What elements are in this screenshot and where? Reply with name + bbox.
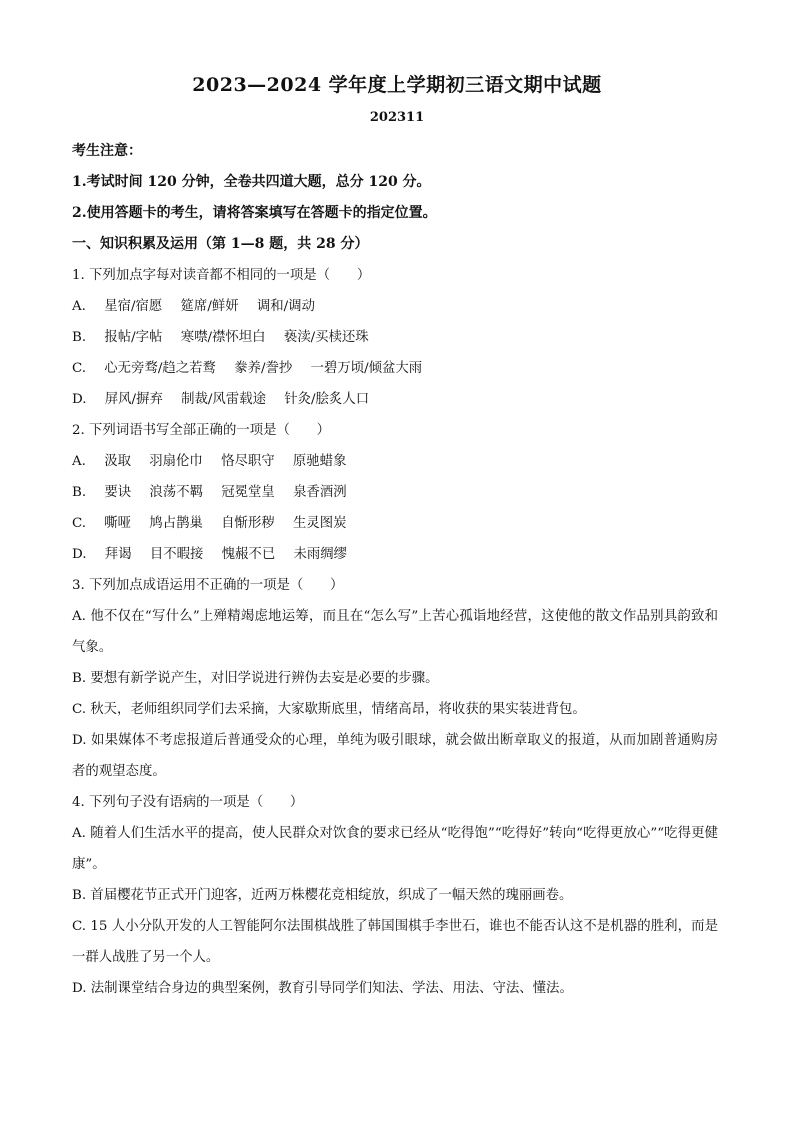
question-option: A. 随着人们生活水平的提高，使人民群众对饮食的要求已经从“吃得饱”“吃得好”转向“吃得更放心”“吃得更健康”。	[72, 826, 718, 872]
option-word: 嘶哑	[104, 516, 132, 531]
question-stem: 4. 下列句子没有语病的一项是（ ）	[72, 795, 304, 810]
option-word: 亵渎/买椟还珠	[283, 330, 369, 345]
question-option	[72, 384, 718, 415]
page-title: 2023—2024 学年度上学期初三语文期中试题	[192, 74, 602, 96]
option-word: 泉香酒洌	[293, 485, 347, 500]
option-label: B.	[72, 485, 87, 500]
option-word: 愧赧不已	[221, 547, 276, 562]
option-label: A.	[72, 299, 86, 314]
option-word: 拜谒	[104, 547, 132, 562]
notice-item: 2.使用答题卡的考生，请将答案填写在答题卡的指定位置。	[72, 205, 437, 221]
option-word: 一碧万顷/倾盆大雨	[310, 361, 423, 376]
option-word: 豢养/誊抄	[234, 361, 293, 376]
question-option	[72, 291, 718, 322]
option-word: 浪荡不羁	[149, 485, 203, 500]
question-option: D. 如果媒体不考虑报道后普通受众的心理，单纯为吸引眼球，就会做出断章取义的报道，从而加剧普通购房者的观望态度。	[72, 733, 718, 779]
option-word: 鸠占鹊巢	[149, 516, 203, 531]
option-word: 原驰蜡象	[292, 454, 347, 469]
question-stem: 2. 下列词语书写全部正确的一项是（ ）	[72, 423, 331, 438]
option-label: C.	[72, 516, 87, 531]
question-option	[72, 322, 718, 353]
question-option	[72, 539, 718, 570]
option-word: 羽扇伦巾	[149, 454, 203, 469]
option-word: 星宿/宿愿	[104, 299, 163, 314]
option-label: D.	[72, 547, 87, 562]
option-word: 未雨绸缪	[293, 547, 348, 562]
question-option: C. 秋天，老师组织同学们去采摘，大家歇斯底里，情绪高昂，将收获的果实装进背包。	[72, 702, 586, 717]
option-label: D.	[72, 392, 87, 407]
option-label: C.	[72, 361, 87, 376]
question-stem: 1. 下列加点字每对读音都不相同的一项是（ ）	[72, 268, 371, 283]
option-label: A.	[72, 454, 86, 469]
option-word: 生灵图炭	[293, 516, 347, 531]
question-stem: 3. 下列加点成语运用不正确的一项是（ ）	[72, 578, 344, 593]
question-option: B. 首届樱花节正式开门迎客，近两万株樱花竞相绽放，织成了一幅天然的瑰丽画卷。	[72, 888, 573, 903]
option-word: 报帖/字帖	[104, 330, 163, 345]
option-label: B.	[72, 330, 87, 345]
question-option	[72, 477, 718, 508]
option-word: 制裁/风雷载途	[181, 392, 266, 407]
option-word: 针灸/脍炙人口	[284, 392, 370, 407]
question-option: A. 他不仅在“写什么”上殚精竭虑地运筹，而且在“怎么写”上苦心孤诣地经营，这使他的散文作品别具韵致和气象。	[72, 609, 718, 655]
option-word: 心无旁骛/趋之若鹜	[104, 361, 216, 376]
question-option	[72, 446, 718, 477]
exam-content	[72, 136, 718, 1004]
option-word: 调和/调动	[256, 299, 315, 314]
option-word: 目不暇接	[149, 547, 204, 562]
option-word: 冠冕堂皇	[221, 485, 275, 500]
option-word: 自惭形秽	[221, 516, 275, 531]
option-word: 寒噤/襟怀坦白	[180, 330, 266, 345]
question-option: C. 15 人小分队开发的人工智能阿尔法围棋战胜了韩国围棋手李世石，谁也不能否认这不是机器的胜利，而是一群人战胜了另一个人。	[72, 919, 718, 965]
option-word: 汲取	[104, 454, 131, 469]
exam-date: 202311	[369, 110, 425, 125]
question-option	[72, 353, 718, 384]
section-heading: 一、知识积累及运用（第 1—8 题，共 28 分）	[72, 236, 369, 252]
option-word: 恪尽职守	[221, 454, 275, 469]
question-option: D. 法制课堂结合身边的典型案例，教育引导同学们知法、学法、用法、守法、懂法。	[72, 981, 573, 996]
question-option: B. 要想有新学说产生，对旧学说进行辨伪去妄是必要的步骤。	[72, 671, 439, 686]
notice-heading: 考生注意：	[72, 143, 142, 159]
option-word: 要诀	[104, 485, 132, 500]
option-word: 筵席/鲜妍	[180, 299, 239, 314]
option-word: 屏风/摒弃	[104, 392, 163, 407]
question-option	[72, 508, 718, 539]
notice-item: 1.考试时间 120 分钟，全卷共四道大题，总分 120 分。	[72, 174, 431, 190]
